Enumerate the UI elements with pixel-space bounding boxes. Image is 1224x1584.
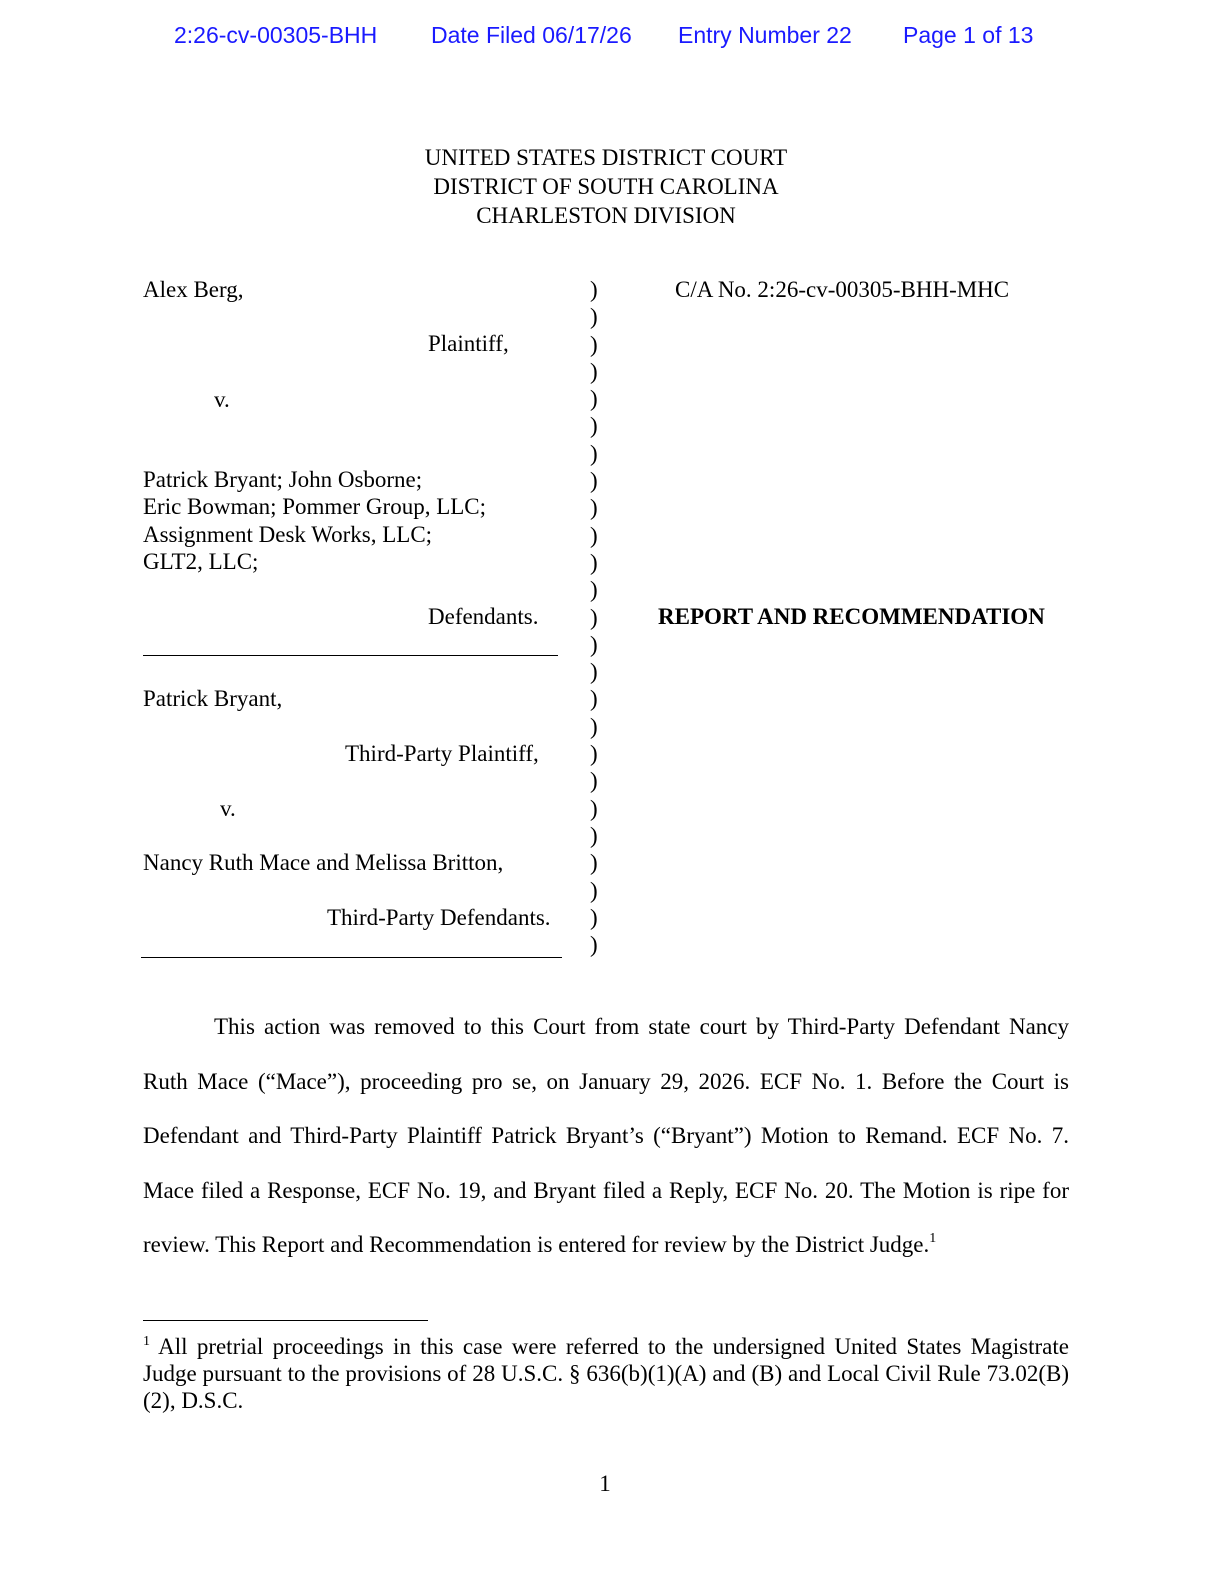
footnote [143,1333,1069,1414]
caption-paren: ) [590,522,598,548]
caption-paren-column [590,276,610,958]
body-paragraph: This action was removed to this Court from state court by Third-Party Defendant Nancy Ruth Mace (“Mace”), proceeding pro se, on January 29, 2026. ECF No. 1. Before the Court is Defendant and Third-Party Plaintiff Patrick Bryant’s (“Bryant”) Motion to Remand. ECF No. 7. Mace filed a Response, ECF No. 19, and Bryant filed a Reply, ECF No. 20. The Motion is ripe for review. This Report and Recommendation is entered for review by the District Judge.$^1$ [143,1014,1069,1258]
defendant-line: Patrick Bryant; John Osborne; [143,467,423,492]
case-number: C/A No. 2:26-cv-00305-BHH-MHC [675,277,1010,302]
ecf-page-count: Page 1 of 13 [903,22,1034,48]
caption-divider [143,655,558,656]
defendant-line: GLT2, LLC; [143,549,259,574]
defendant-line: Assignment Desk Works, LLC; [143,522,433,547]
caption-paren: ) [590,549,598,575]
third-party-defendants-role: Third-Party Defendants. [327,905,551,930]
caption-paren: ) [590,440,598,466]
versus-label: v. [220,796,236,821]
caption-paren: ) [590,822,598,848]
caption-paren: ) [590,659,598,685]
document-title: REPORT AND RECOMMENDATION [658,604,1045,629]
third-party-plaintiff-role: Third-Party Plaintiff, [345,741,539,766]
ecf-date-filed: Date Filed 06/17/26 [431,22,632,48]
versus-label: v. [214,387,230,412]
caption-paren: ) [590,877,598,903]
court-division: CHARLESTON DIVISION [476,203,736,228]
plaintiff-name: Alex Berg, [143,277,244,302]
caption-paren: ) [590,631,598,657]
caption-paren: ) [590,604,598,630]
caption-paren: ) [590,358,598,384]
caption-paren: ) [590,932,598,958]
defendant-line: Eric Bowman; Pommer Group, LLC; [143,494,487,519]
ecf-header [0,22,1224,54]
footnote-separator [143,1320,428,1321]
page-number: 1 [599,1471,611,1496]
caption-paren: ) [590,577,598,603]
court-name: UNITED STATES DISTRICT COURT [424,145,788,170]
caption-paren: ) [590,904,598,930]
caption-paren: ) [590,304,598,330]
caption-paren: ) [590,850,598,876]
court-heading [0,143,1212,230]
caption-paren: ) [590,713,598,739]
caption-paren: ) [590,413,598,439]
court-district: DISTRICT OF SOUTH CAROLINA [433,174,779,199]
caption-paren: ) [590,686,598,712]
caption-paren: ) [590,277,598,302]
caption-paren: ) [590,386,598,412]
footnote-reference[interactable]: 1 [929,1231,937,1247]
caption-paren: ) [590,495,598,521]
footnote-text: All pretrial proceedings in this case were referred to the undersigned United States Magistrate Judge pursuant to the provisions of 28 U.S.C. § 636(b)(1)(A) and (B) and Local Civil Rule 73.02(B)(2), D.S.C. [143,1334,1069,1413]
third-party-plaintiff-name: Patrick Bryant, [143,686,283,711]
caption-paren: ) [590,768,598,794]
ecf-entry-number: Entry Number 22 [678,22,852,48]
plaintiff-role: Plaintiff, [428,331,509,356]
defendants-role: Defendants. [428,604,539,629]
caption-divider [141,957,562,958]
ecf-case-number: 2:26-cv-00305-BHH [174,22,378,48]
caption-paren: ) [590,795,598,821]
footnote-marker: 1 [143,1334,150,1349]
caption-paren: ) [590,468,598,494]
caption-paren: ) [590,331,598,357]
third-party-defendants-name: Nancy Ruth Mace and Melissa Britton, [143,850,504,875]
body-text [143,1000,1069,1273]
caption-paren: ) [590,741,598,767]
